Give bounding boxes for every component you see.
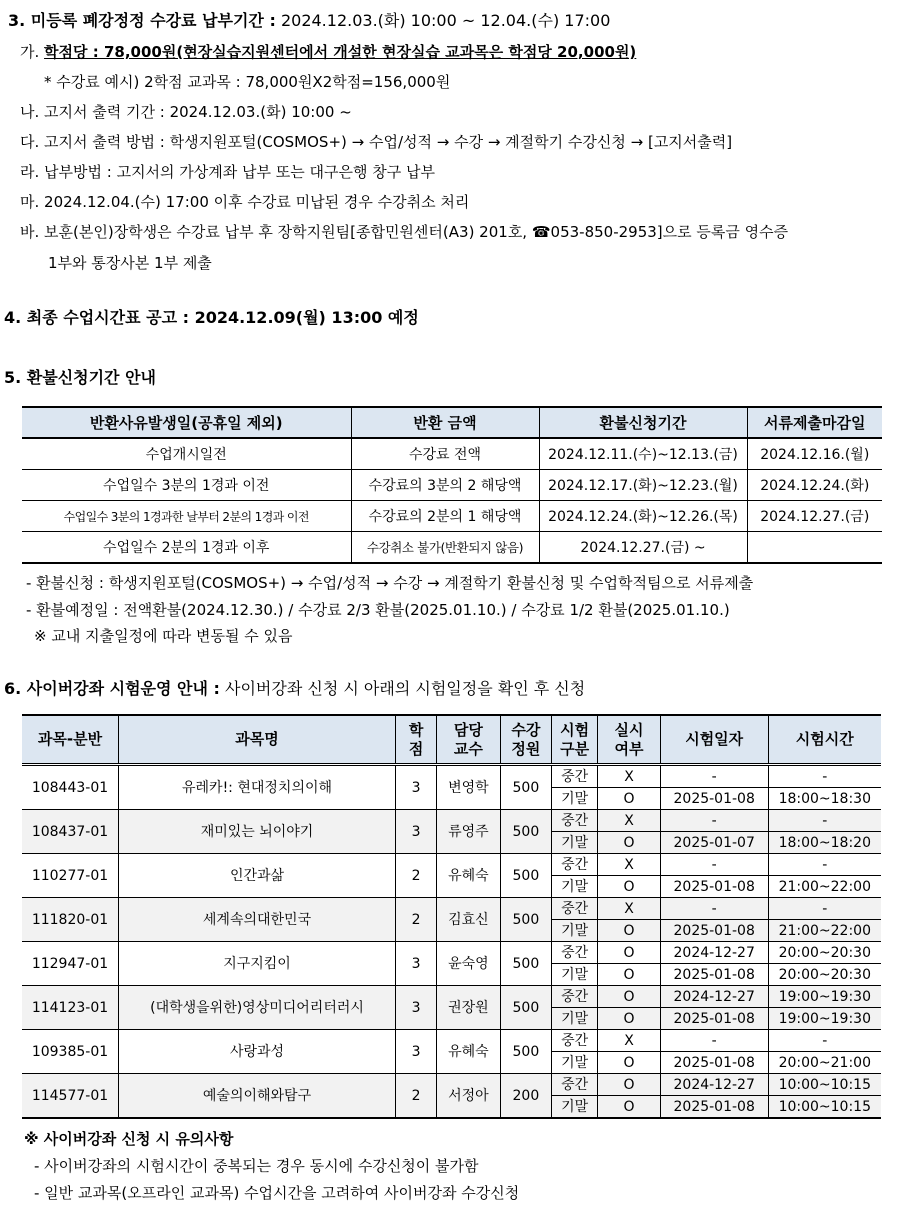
course-capacity: 200 <box>500 1074 551 1119</box>
exam-held: O <box>598 942 661 964</box>
refund-table <box>22 406 882 564</box>
section4-title: 4. 최종 수업시간표 공고 : 2024.12.09(월) 13:00 예정 <box>4 308 419 327</box>
exam-col-held-l2: 여부 <box>614 739 644 758</box>
refund-col-deadline: 서류제출마감일 <box>747 407 882 438</box>
course-name: 재미있는 뇌이야기 <box>118 810 395 854</box>
section3-period: 2024.12.03.(화) 10:00 ~ 12.04.(수) 17:00 <box>280 11 611 30</box>
exam-held: X <box>598 898 661 920</box>
exam-date: - <box>660 810 768 832</box>
refund-note-apply: - 환불신청 : 학생지원포털(COSMOS+) → 수업/성적 → 수강 → 계절학기 환불신청 및 수업학적팀으로 서류제출 <box>26 574 754 592</box>
refund-row <box>22 501 882 532</box>
exam-col-type <box>552 715 598 765</box>
exam-time: 18:00~18:30 <box>768 788 881 810</box>
exam-col-held-l1: 실시 <box>614 720 644 739</box>
course-code: 114123-01 <box>22 986 118 1030</box>
exam-date: 2025-01-08 <box>660 788 768 810</box>
section6-title: 6. 사이버강좌 시험운영 안내 : <box>4 679 220 698</box>
exam-type: 기말 <box>552 788 598 810</box>
exam-held: X <box>598 1030 661 1052</box>
refund-col-amount: 반환 금액 <box>351 407 539 438</box>
section3-title: 3. 미등록 폐강정정 수강료 납부기간 : <box>8 11 276 30</box>
exam-held: X <box>598 810 661 832</box>
refund-cell: 수강료 전액 <box>351 438 539 470</box>
refund-cell: 수업개시일전 <box>22 438 351 470</box>
refund-cell: 수강료의 3분의 2 해당액 <box>351 470 539 501</box>
course-name: 인간과삶 <box>118 854 395 898</box>
exam-col-held <box>598 715 661 765</box>
refund-cell: 수업일수 2분의 1경과 이후 <box>22 532 351 564</box>
exam-date: 2025-01-07 <box>660 832 768 854</box>
exam-time: - <box>768 1030 881 1052</box>
exam-held: X <box>598 765 661 788</box>
refund-row <box>22 470 882 501</box>
cyber-caution-title: ※ 사이버강좌 신청 시 유의사항 <box>24 1130 234 1148</box>
refund-col-reason: 반환사유발생일(공휴일 제외) <box>22 407 351 438</box>
exam-time: 19:00~19:30 <box>768 986 881 1008</box>
section3-heading <box>8 11 610 31</box>
exam-time: 20:00~20:30 <box>768 942 881 964</box>
course-code: 108443-01 <box>22 765 118 810</box>
exam-time: 20:00~20:30 <box>768 964 881 986</box>
course-code: 108437-01 <box>22 810 118 854</box>
exam-col-type-l1: 시험 <box>560 720 590 739</box>
fee-example-note: * 수강료 예시) 2학점 교과목 : 78,000원X2학점=156,000원 <box>44 73 451 91</box>
section3-item-ba: 바. 보훈(본인)장학생은 수강료 납부 후 장학지원팀[종합민원센터(A3) 201호, ☎053-850-2953]으로 등록금 영수증 <box>20 223 789 241</box>
exam-type: 기말 <box>552 832 598 854</box>
course-professor: 유혜숙 <box>437 1030 501 1074</box>
exam-time: - <box>768 810 881 832</box>
exam-held: O <box>598 876 661 898</box>
exam-type: 중간 <box>552 810 598 832</box>
course-credit: 3 <box>396 1030 437 1074</box>
course-professor: 김효신 <box>437 898 501 942</box>
course-name: (대학생을위한)영상미디어리터러시 <box>118 986 395 1030</box>
refund-cell: 수강료의 2분의 1 해당액 <box>351 501 539 532</box>
section6-subtitle: 사이버강좌 신청 시 아래의 시험일정을 확인 후 신청 <box>225 679 586 698</box>
exam-held: X <box>598 854 661 876</box>
course-credit: 3 <box>396 765 437 810</box>
exam-date: 2024-12-27 <box>660 942 768 964</box>
exam-date: - <box>660 854 768 876</box>
course-capacity: 500 <box>500 898 551 942</box>
exam-row <box>22 854 881 876</box>
exam-date: 2024-12-27 <box>660 1074 768 1096</box>
exam-date: - <box>660 765 768 788</box>
section3-item-ma: 마. 2024.12.04.(수) 17:00 이후 수강료 미납된 경우 수강취소 처리 <box>20 193 470 211</box>
refund-cell: 2024.12.24.(화) <box>747 470 882 501</box>
course-capacity: 500 <box>500 1030 551 1074</box>
course-professor: 윤숙영 <box>437 942 501 986</box>
course-professor: 유혜숙 <box>437 854 501 898</box>
exam-held: O <box>598 1074 661 1096</box>
exam-col-date: 시험일자 <box>660 715 768 765</box>
exam-col-credit-l2: 점 <box>408 739 424 758</box>
exam-time: 19:00~19:30 <box>768 1008 881 1030</box>
exam-col-cap-l1: 수강 <box>511 720 541 739</box>
exam-type: 기말 <box>552 876 598 898</box>
exam-type: 중간 <box>552 1074 598 1096</box>
exam-time: - <box>768 898 881 920</box>
exam-col-prof <box>437 715 501 765</box>
course-credit: 3 <box>396 810 437 854</box>
exam-type: 중간 <box>552 986 598 1008</box>
course-professor: 서정아 <box>437 1074 501 1119</box>
exam-date: 2025-01-08 <box>660 1052 768 1074</box>
exam-row <box>22 942 881 964</box>
exam-date: 2024-12-27 <box>660 986 768 1008</box>
course-code: 114577-01 <box>22 1074 118 1119</box>
refund-cell: 2024.12.27.(금) <box>747 501 882 532</box>
refund-cell: 2024.12.27.(금) ~ <box>539 532 747 564</box>
exam-type: 중간 <box>552 854 598 876</box>
exam-time: 21:00~22:00 <box>768 876 881 898</box>
exam-time: - <box>768 765 881 788</box>
refund-cell: 2024.12.24.(화)~12.26.(목) <box>539 501 747 532</box>
exam-type: 중간 <box>552 765 598 788</box>
exam-col-prof-l1: 담당 <box>453 720 483 739</box>
exam-held: O <box>598 964 661 986</box>
exam-row <box>22 765 881 788</box>
refund-cell: 2024.12.17.(화)~12.23.(월) <box>539 470 747 501</box>
course-capacity: 500 <box>500 986 551 1030</box>
exam-row <box>22 898 881 920</box>
exam-held: O <box>598 832 661 854</box>
exam-type: 중간 <box>552 1030 598 1052</box>
exam-held: O <box>598 920 661 942</box>
exam-row <box>22 1074 881 1096</box>
section3-item-ra: 라. 납부방법 : 고지서의 가상계좌 납부 또는 대구은행 창구 납부 <box>20 163 435 181</box>
exam-col-code: 과목-분반 <box>22 715 118 765</box>
section3-item-ga <box>20 42 636 62</box>
exam-type: 기말 <box>552 920 598 942</box>
exam-col-prof-l2: 교수 <box>453 739 483 758</box>
exam-time: 21:00~22:00 <box>768 920 881 942</box>
section3-item-na: 나. 고지서 출력 기간 : 2024.12.03.(화) 10:00 ~ <box>20 103 352 121</box>
course-code: 109385-01 <box>22 1030 118 1074</box>
cyber-caution-1: - 사이버강좌의 시험시간이 중복되는 경우 동시에 수강신청이 불가함 <box>34 1157 479 1175</box>
exam-date: - <box>660 898 768 920</box>
course-name: 사랑과성 <box>118 1030 395 1074</box>
exam-held: O <box>598 788 661 810</box>
item-ga-text: 학점당 : 78,000원(현장실습지원센터에서 개설한 현장실습 교과목은 학점당 20,000원) <box>44 43 637 61</box>
exam-row <box>22 986 881 1008</box>
section3-item-ba-cont: 1부와 통장사본 1부 제출 <box>48 254 212 272</box>
exam-type: 기말 <box>552 1008 598 1030</box>
course-capacity: 500 <box>500 765 551 810</box>
course-name: 유레카!: 현대정치의이해 <box>118 765 395 810</box>
refund-row <box>22 438 882 470</box>
course-name: 지구지킴이 <box>118 942 395 986</box>
exam-col-time: 시험시간 <box>768 715 881 765</box>
exam-held: O <box>598 986 661 1008</box>
refund-note-variation: ※ 교내 지출일정에 따라 변동될 수 있음 <box>34 627 293 645</box>
refund-cell: 2024.12.11.(수)~12.13.(금) <box>539 438 747 470</box>
course-credit: 3 <box>396 986 437 1030</box>
refund-col-period: 환불신청기간 <box>539 407 747 438</box>
section5-title: 5. 환불신청기간 안내 <box>4 368 156 387</box>
refund-cell: 수업일수 3분의 1경과 이전 <box>22 470 351 501</box>
course-code: 110277-01 <box>22 854 118 898</box>
exam-held: O <box>598 1052 661 1074</box>
exam-type: 기말 <box>552 1052 598 1074</box>
section3-item-da: 다. 고지서 출력 방법 : 학생지원포털(COSMOS+) → 수업/성적 → 수강 → 계절학기 수강신청 → [고지서출력] <box>20 133 733 151</box>
course-professor: 권장원 <box>437 986 501 1030</box>
exam-row <box>22 1030 881 1052</box>
exam-time: 20:00~21:00 <box>768 1052 881 1074</box>
exam-table <box>22 714 881 1119</box>
exam-col-credit-l1: 학 <box>408 720 424 739</box>
refund-row <box>22 532 882 564</box>
course-credit: 2 <box>396 1074 437 1119</box>
exam-type: 기말 <box>552 964 598 986</box>
exam-time: - <box>768 854 881 876</box>
exam-row <box>22 810 881 832</box>
course-capacity: 500 <box>500 942 551 986</box>
course-code: 111820-01 <box>22 898 118 942</box>
exam-date: 2025-01-08 <box>660 964 768 986</box>
course-name: 예술의이해와탐구 <box>118 1074 395 1119</box>
exam-date: - <box>660 1030 768 1052</box>
exam-table-body <box>22 765 881 1119</box>
course-credit: 2 <box>396 898 437 942</box>
exam-col-credit <box>396 715 437 765</box>
exam-time: 18:00~18:20 <box>768 832 881 854</box>
course-code: 112947-01 <box>22 942 118 986</box>
exam-table-header <box>22 715 881 765</box>
exam-col-name: 과목명 <box>118 715 395 765</box>
exam-held: O <box>598 1096 661 1119</box>
course-professor: 류영주 <box>437 810 501 854</box>
refund-cell: 2024.12.16.(월) <box>747 438 882 470</box>
course-credit: 2 <box>396 854 437 898</box>
refund-note-schedule: - 환불예정일 : 전액환불(2024.12.30.) / 수강료 2/3 환불(2025.01.10.) / 수강료 1/2 환불(2025.01.10.) <box>26 601 730 619</box>
refund-cell: 수강취소 불가(반환되지 않음) <box>351 532 539 564</box>
exam-time: 10:00~10:15 <box>768 1096 881 1119</box>
refund-table-header <box>22 407 882 438</box>
section6-heading <box>4 679 585 699</box>
exam-date: 2025-01-08 <box>660 920 768 942</box>
cyber-caution-2: - 일반 교과목(오프라인 교과목) 수업시간을 고려하여 사이버강좌 수강신청 <box>34 1184 520 1202</box>
course-capacity: 500 <box>500 810 551 854</box>
exam-held: O <box>598 1008 661 1030</box>
exam-type: 중간 <box>552 898 598 920</box>
refund-cell: 수업일수 3분의 1경과한 날부터 2분의 1경과 이전 <box>22 501 351 532</box>
exam-col-type-l2: 구분 <box>560 739 590 758</box>
exam-time: 10:00~10:15 <box>768 1074 881 1096</box>
exam-date: 2025-01-08 <box>660 1008 768 1030</box>
exam-type: 기말 <box>552 1096 598 1119</box>
course-credit: 3 <box>396 942 437 986</box>
exam-col-cap-l2: 정원 <box>511 739 541 758</box>
item-ga-prefix: 가. <box>20 43 40 61</box>
exam-date: 2025-01-08 <box>660 1096 768 1119</box>
course-capacity: 500 <box>500 854 551 898</box>
course-name: 세계속의대한민국 <box>118 898 395 942</box>
course-professor: 변영학 <box>437 765 501 810</box>
refund-cell <box>747 532 882 564</box>
exam-type: 중간 <box>552 942 598 964</box>
exam-date: 2025-01-08 <box>660 876 768 898</box>
exam-col-capacity <box>500 715 551 765</box>
